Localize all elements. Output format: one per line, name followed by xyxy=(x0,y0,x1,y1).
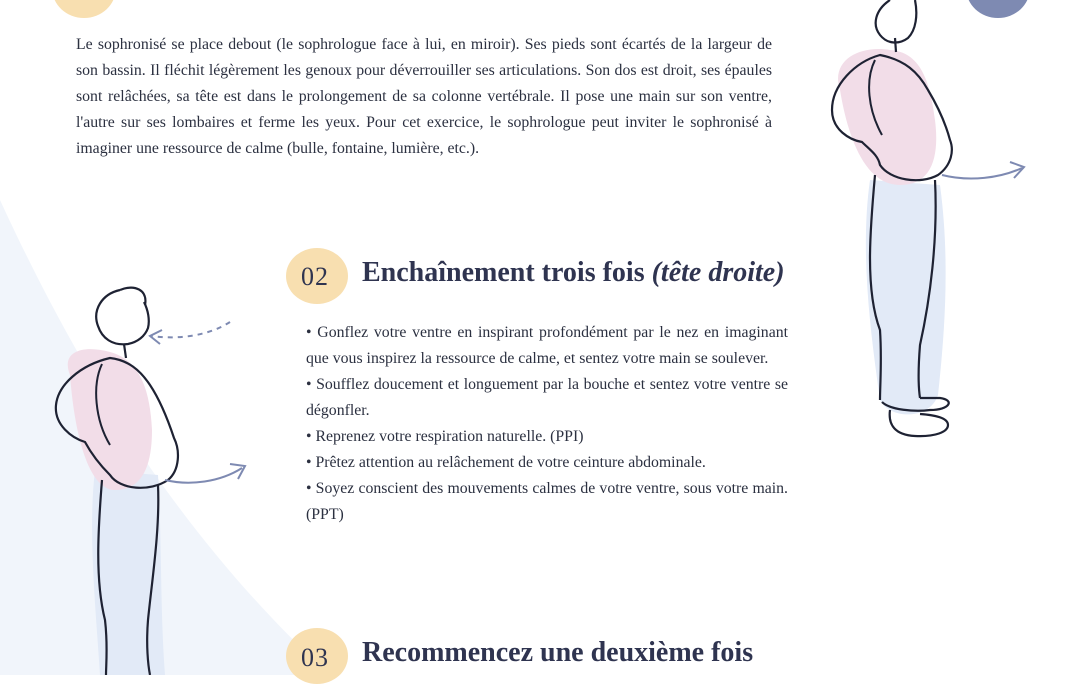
step2-title-main: Enchaînement trois fois xyxy=(362,257,645,288)
list-item: • Reprenez votre respiration naturelle. (PPI) xyxy=(306,428,584,445)
step2-title xyxy=(362,257,785,289)
step3-title: Recommencez une deuxième fois xyxy=(362,637,754,668)
step3-number: 03 xyxy=(301,643,329,672)
step2-number: 02 xyxy=(301,262,329,291)
list-item: • Soyez conscient des mouvements calmes de votre ventre, sous votre main. (PPT) xyxy=(306,480,788,523)
step2-title-note: (tête droite) xyxy=(651,257,785,288)
list-item: • Soufflez doucement et longuement par la bouche et sentez votre ventre se dégonfler. xyxy=(306,376,788,419)
list-item: • Prêtez attention au relâchement de votre ceinture abdominale. xyxy=(306,454,706,471)
right-standing-figure-illustration xyxy=(820,0,1040,450)
list-item: • Gonflez votre ventre en inspirant profondément par le nez en imaginant que vous inspirez la ressource de calme, et sentez votre main se soulever. xyxy=(306,324,788,367)
step2-instructions-list xyxy=(306,320,788,528)
left-standing-figure-illustration xyxy=(40,280,270,675)
step1-description: Le sophronisé se place debout (le sophrologue face à lui, en miroir). Ses pieds sont écartés de la largeur de son bassin. Il fléchit légèrement les genoux pour déverrouiller ses articulations. Son dos est droit, ses épaules sont relâchées, sa tête est dans le prolongement de sa colonne vertébrale. Il pose une main sur son ventre, l'autre sur ses lombaires et ferme les yeux. Pour cet exercice, le sophrologue peut inviter le sophronisé à imaginer une ressource de calme (bulle, fontaine, lumière, etc.). xyxy=(76,36,772,157)
